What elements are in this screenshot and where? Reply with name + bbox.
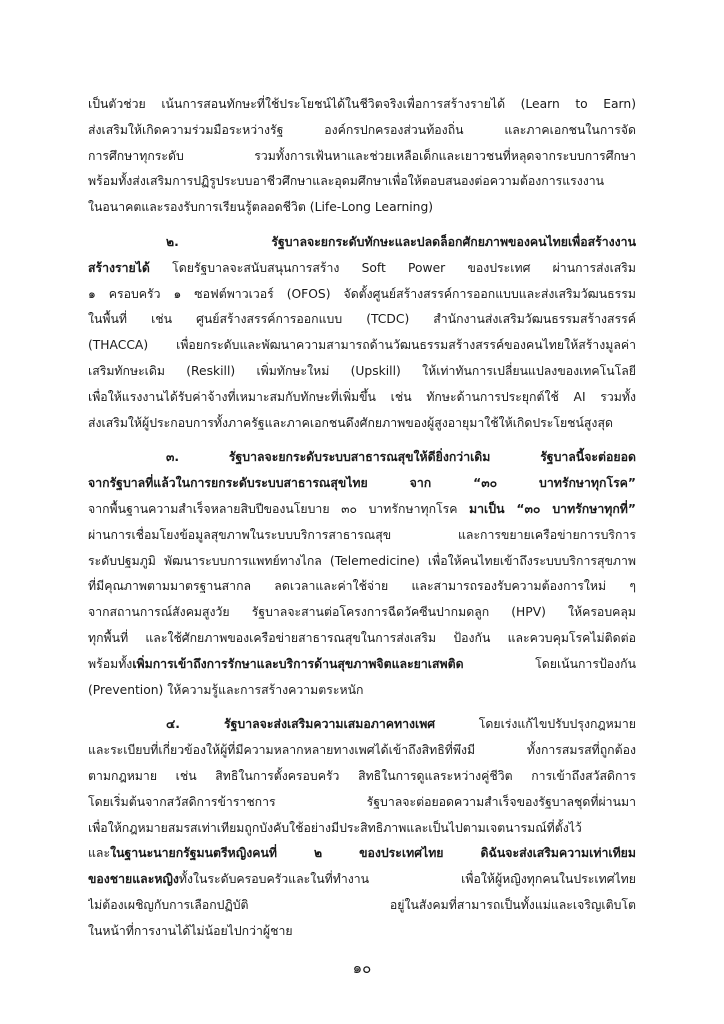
text-segment: จากพื้นฐานความสำเร็จหลายสิบปีของนโยบาย ๓๐ บาทรักษาทุกโรค [88,501,470,516]
text-line [88,169,636,195]
text-line [88,471,636,497]
text-segment: โดยเร่งแก้ไขปรับปรุงกฎหมาย [435,717,636,732]
bold-text: มาเป็น “๓๐ บาทรักษาทุกที่” [469,501,636,516]
text-line [88,574,636,600]
text-line [88,549,636,575]
bold-text: ๓. รัฐบาลจะยกระดับระบบสาธารณสุขให้ดียิ่งกว่าเดิม รัฐบาลนี้จะต่อยอด [166,450,636,465]
text-segment: ที่มีคุณภาพตามมาตรฐานสากล ลดเวลาและค่าใช้จ่าย และสามารถรองรับความต้องการใหม่ ๆ [88,579,636,594]
text-segment: โดยเริ่มต้นจากสวัสดิการข้าราชการ รัฐบาลจะต่อยอดความสำเร็จของรัฐบาลชุดที่ผ่านมา [88,794,636,809]
text-line [88,867,636,893]
text-segment: และ [88,846,111,861]
text-line [88,790,636,816]
text-line [88,307,636,333]
text-line [88,359,636,385]
text-line [88,411,636,437]
text-segment: ตามกฎหมาย เช่น สิทธิในการตั้งครอบครัว สิทธิในการดูแลระหว่างคู่ชีวิต การเข้าถึงสวัสดิการ [88,768,636,783]
text-segment: ในหน้าที่การงานได้ไม่น้อยไปกว่าผู้ชาย [88,923,293,938]
text-line [88,445,636,471]
text-segment: เพื่อให้แรงงานได้รับค่าจ้างที่เหมาะสมกับทักษะที่เพิ่มขึ้น เช่น ทักษะด้านการประยุกต์ใช้ AI รวมทั้ง [88,389,636,404]
text-line [88,738,636,764]
bold-text: เพิ่มการเข้าถึงการรักษาและบริการด้านสุขภาพจิตและยาเสพติด [132,656,464,671]
text-segment: เป็นตัวช่วย เน้นการสอนทักษะที่ใช้ประโยชน์ได้ในชีวิตจริงเพื่อการสร้างรายได้ (Learn to Earn) [88,97,636,111]
text-line [88,600,636,626]
text-segment: ส่งเสริมให้เกิดความร่วมมือระหว่างรัฐ องค์กรปกครองส่วนท้องถิ่น และภาคเอกชนในการจัด [88,122,636,137]
text-segment: ไม่ต้องเผชิญกับการเลือกปฏิบัติ อยู่ในสังคมที่สามารถเป็นทั้งแม่และเจริญเติบโต [88,897,636,912]
text-line [88,230,636,256]
text-segment: โดยเน้นการป้องกัน [463,656,636,671]
text-segment: ระดับปฐมภูมิ พัฒนาระบบการแพทย์ทางไกล (Telemedicine) เพื่อให้คนไทยเข้าถึงระบบบริการสุขภาพ [88,553,636,568]
text-segment: ในอนาคตและรองรับการเรียนรู้ตลอดชีวิต (Life-Long Learning) [88,200,434,215]
text-segment: พร้อมทั้ง [88,656,133,671]
text-segment: เพื่อให้กฎหมายสมรสเท่าเทียมถูกบังคับใช้อย่างมีประสิทธิภาพและเป็นไปตามเจตนารมณ์ที่ตั้งไว้ [88,820,582,835]
text-line [88,919,636,945]
text-segment: การศึกษาทุกระดับ รวมทั้งการเฟ้นหาและช่วยเหลือเด็กและเยาวชนที่หลุดจากระบบการศึกษา [88,148,636,163]
text-line [88,195,636,221]
text-segment: ทุกพื้นที่ และใช้ศักยภาพของเครือข่ายสาธารณสุขในการส่งเสริม ป้องกัน และควบคุมโรคไม่ติดต่อ [88,630,636,645]
paragraph-public-health [88,445,636,703]
bold-text: จากรัฐบาลที่แล้วในการยกระดับระบบสาธารณสุขไทย จาก “๓๐ บาทรักษาทุกโรค” [88,476,636,491]
document-body [88,92,636,954]
text-segment: ผ่านการเชื่อมโยงข้อมูลสุขภาพในระบบบริการสาธารณสุข และการขยายเครือข่ายการบริการ [88,527,636,542]
text-line [88,652,636,678]
text-line [88,893,636,919]
text-line [88,816,636,842]
paragraph-skills-soft-power [88,230,636,436]
text-line [88,497,636,523]
text-line [88,626,636,652]
text-line [88,712,636,738]
bold-text: ของชายและหญิง [88,872,179,887]
text-segment: (Prevention) ให้ความรู้และการสร้างความตระหนัก [88,682,364,697]
page-number: ๑๐ [352,959,372,977]
text-line [88,92,636,118]
paragraph-gender-equality [88,712,636,944]
text-line [88,523,636,549]
text-segment: และระเบียบที่เกี่ยวข้องให้ผู้ที่มีความหลากหลายทางเพศได้เข้าถึงสิทธิที่พึงมี ทั้งการสมรสที่ถูกต้อง [88,743,636,758]
text-segment: ๑ ครอบครัว ๑ ซอฟต์พาวเวอร์ (OFOS) จัดตั้งศูนย์สร้างสรรค์การออกแบบและส่งเสริมวัฒนธรรม [88,286,636,301]
text-segment: เสริมทักษะเดิม (Reskill) เพิ่มทักษะใหม่ (Upskill) ให้เท่าทันการเปลี่ยนแปลงของเทคโนโลยี [88,363,636,378]
bold-text: ๒. รัฐบาลจะยกระดับทักษะและปลดล็อกศักยภาพของคนไทยเพื่อสร้างงาน [166,234,636,249]
text-segment: ในพื้นที่ เช่น ศูนย์สร้างสรรค์การออกแบบ (TCDC) สำนักงานส่งเสริมวัฒนธรรมสร้างสรรค์ [88,312,636,327]
text-segment: (THACCA) เพื่อยกระดับและพัฒนาความสามารถด้านวัฒนธรรมสร้างสรรค์ของคนไทยให้สร้างมูลค่า [88,338,636,353]
text-segment: โดยรัฐบาลจะสนับสนุนการสร้าง Soft Power ของประเทศ ผ่านการส่งเสริม [149,260,636,275]
paragraph-education [88,92,636,221]
text-line [88,256,636,282]
text-line [88,333,636,359]
text-line [88,764,636,790]
text-line [88,385,636,411]
bold-text: สร้างรายได้ [88,260,150,275]
text-line [88,118,636,144]
text-line [88,282,636,308]
text-segment: พร้อมทั้งส่งเสริมการปฏิรูประบบอาชีวศึกษาและอุดมศึกษาเพื่อให้ตอบสนองต่อความต้องการแรงงาน [88,174,605,189]
text-line [88,841,636,867]
text-segment: ส่งเสริมให้ผู้ประกอบการทั้งภาครัฐและภาคเอกชนดึงศักยภาพของผู้สูงอายุมาใช้ให้เกิดประโยชน์สูงสุด [88,415,613,430]
text-line [88,678,636,704]
bold-text: ๔. รัฐบาลจะส่งเสริมความเสมอภาคทางเพศ [166,717,436,732]
text-segment: จากสถานการณ์สังคมสูงวัย รัฐบาลจะสานต่อโครงการฉีดวัคซีนปากมดลูก (HPV) ให้ครอบคลุม [88,605,636,620]
text-line [88,144,636,170]
bold-text: ในฐานะนายกรัฐมนตรีหญิงคนที่ ๒ ของประเทศไทย ดิฉันจะส่งเสริมความเท่าเทียม [110,846,636,861]
text-segment: ทั้งในระดับครอบครัวและในที่ทำงาน เพื่อให้ผู้หญิงทุกคนในประเทศไทย [178,872,636,887]
